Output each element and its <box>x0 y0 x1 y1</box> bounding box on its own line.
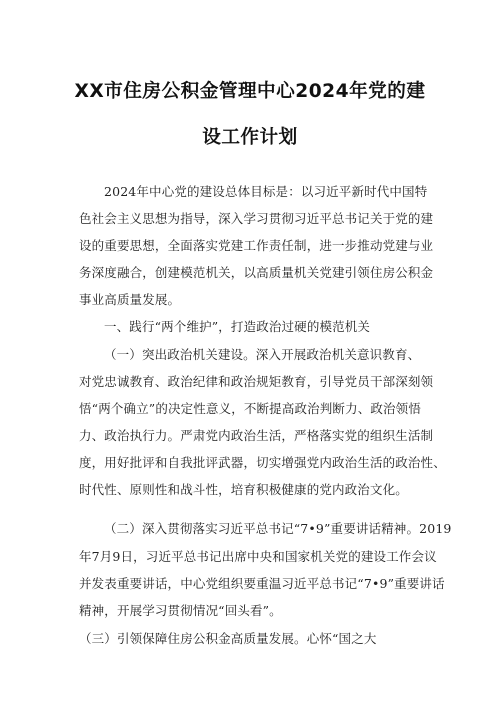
paragraph-line: 对党忠诚教育、政治纪律和政治规矩教育，引导党员干部深刻领 <box>79 374 434 389</box>
paragraph-line: 色社会主义思想为指导，深入学习贯彻习近平总书记关于党的建 <box>79 211 434 226</box>
subsection-heading: （一）突出政治机关建设。深入开展政治机关意识教育、 <box>104 347 421 362</box>
section-heading: 一、践行“两个维护”，打造政治过硬的模范机关 <box>104 319 371 334</box>
paragraph-line: 精神，开展学习贯彻情况“回头看”。 <box>79 603 282 618</box>
paragraph-line: 悟“两个确立”的决定性意义，不断提高政治判断力、政治领悟 <box>79 401 421 416</box>
subsection-heading: （二）深入贯彻落实习近平总书记“7•9”重要讲话精神。2019 <box>104 521 452 536</box>
paragraph-line: 务深度融合，创建模范机关，以高质量机关党建引领住房公积金 <box>79 265 434 280</box>
paragraph-line: 度，用好批评和自我批评武器，切实增强党内政治生活的政治性、 <box>79 455 446 470</box>
paragraph-line: 时代性、原则性和战斗性，培育积极健康的党内政治文化。 <box>79 482 408 497</box>
paragraph-line: 并发表重要讲话，中心党组织要重温习近平总书记“7•9”重要讲话 <box>79 576 445 591</box>
document-title-line-2: 设工作计划 <box>202 127 298 148</box>
document-title-line-1: XX市住房公积金管理中心2024年党的建 <box>74 81 426 102</box>
paragraph-line: 设的重要思想，全面落实党建工作责任制，进一步推动党建与业 <box>79 238 434 253</box>
paragraph-line: 事业高质量发展。 <box>79 292 181 307</box>
subsection-heading: （三）引领保障住房公积金高质量发展。心怀“国之大 <box>79 631 377 646</box>
paragraph-line: 力、政治执行力。严肃党内政治生活，严格落实党的组织生活制 <box>79 428 434 443</box>
paragraph-line: 2024年中心党的建设总体目标是：以习近平新时代中国特 <box>104 184 428 199</box>
paragraph-line: 年7月9日，习近平总书记出席中央和国家机关党的建设工作会议 <box>79 549 437 564</box>
